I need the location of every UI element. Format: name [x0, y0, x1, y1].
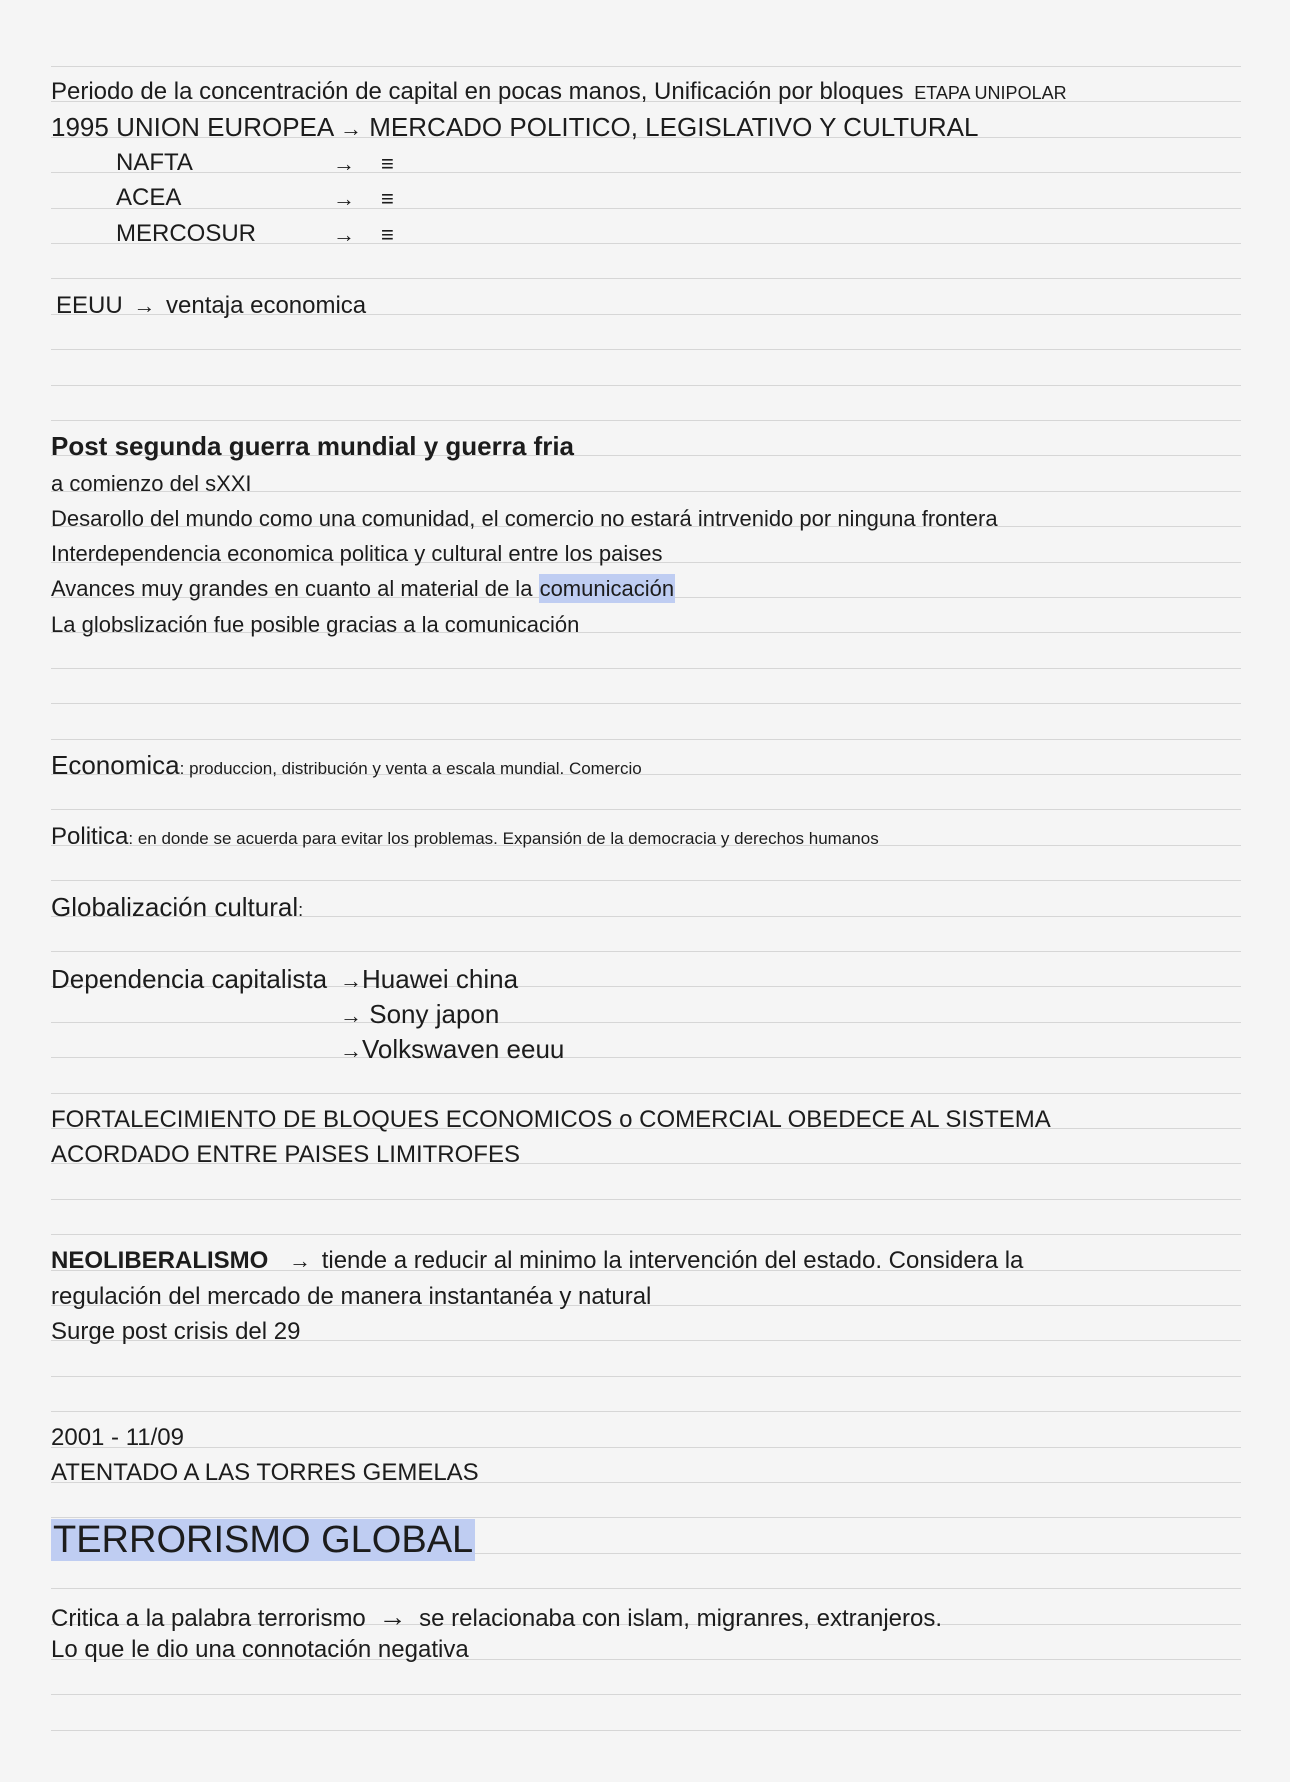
dependencia-item-1 [340, 966, 518, 992]
ruled-line [51, 385, 1241, 386]
arrow-icon: → [333, 151, 355, 176]
ruled-line [51, 1730, 1241, 1731]
terrorismo-heading [51, 1521, 475, 1559]
critica-line [51, 1603, 942, 1631]
neoliberalismo-label: NEOLIBERALISMO [51, 1247, 269, 1274]
ruled-line [51, 1447, 1241, 1448]
bloc-nafta: NAFTA [116, 149, 193, 176]
neoliberalismo-line [51, 1249, 1023, 1273]
ruled-line [51, 809, 1241, 810]
globslizacion-line: La globslización fue posible gracias a la comunicación [51, 612, 580, 637]
ruled-line [51, 1517, 1241, 1518]
eeuu-label: EEUU [56, 292, 123, 319]
etapa-unipolar-label: ETAPA UNIPOLAR [914, 83, 1067, 103]
highlighted-word: comunicación [539, 576, 675, 601]
neoliberalismo-text: tiende a reducir al minimo la intervención del estado. Considera la [321, 1247, 1024, 1274]
bloc-mercosur: MERCOSUR [116, 220, 257, 247]
ruled-line [51, 1694, 1241, 1695]
fortalecimiento-line-2: ACORDADO ENTRE PAISES LIMITROFES [51, 1141, 520, 1168]
arrow-icon: → [289, 1248, 312, 1273]
arrow-icon: → [378, 1601, 407, 1632]
equivalent-icon: ≡ [381, 186, 394, 211]
arrow-icon: → [333, 222, 355, 247]
post-line-3: Interdependencia economica politica y cultural entre los paises [51, 541, 663, 566]
post-war-heading: Post segunda guerra mundial y guerra fria [51, 431, 575, 461]
arrow-icon: → [340, 116, 363, 141]
eeuu-line [56, 294, 366, 318]
ruled-line [51, 1057, 1241, 1058]
economica-desc: : produccion, distribución y venta a escala mundial. Comercio [179, 759, 642, 778]
ruled-line [51, 420, 1241, 421]
ruled-line [51, 880, 1241, 881]
union-europea-text: UNION EUROPEA [116, 112, 333, 142]
arrow-icon: → [340, 1038, 362, 1063]
ruled-line [51, 703, 1241, 704]
ruled-line [51, 208, 1241, 209]
union-europea-line [51, 114, 979, 140]
mercado-text: MERCADO POLITICO, LEGISLATIVO Y CULTURAL [369, 112, 979, 142]
avances-line [51, 578, 675, 600]
ruled-line [51, 1234, 1241, 1235]
item-text: Sony japon [369, 999, 500, 1029]
cultural-line [51, 894, 303, 920]
politica-line [51, 825, 879, 849]
ruled-line [51, 278, 1241, 279]
item-text: Volkswaven eeuu [362, 1034, 565, 1064]
arrow-icon: → [340, 1003, 362, 1028]
critica-text: Critica a la palabra terrorismo [51, 1605, 366, 1632]
ruled-line [51, 739, 1241, 740]
ruled-line [51, 1022, 1241, 1023]
date-line: 2001 - 11/09 [51, 1424, 184, 1451]
post-line-2: Desarollo del mundo como una comunidad, el comercio no estará intrvenido por ninguna frontera [51, 506, 998, 531]
concentration-text: Periodo de la concentración de capital en pocas manos, Unificación por bloques [51, 78, 904, 105]
arrow-icon: → [340, 968, 362, 993]
ventaja-text: ventaja economica [166, 292, 367, 319]
equivalent-icon: ≡ [381, 222, 394, 247]
arrow-icon: → [333, 186, 355, 211]
post-line-1: a comienzo del sXXI [51, 471, 252, 496]
connotacion-line: Lo que le dio una connotación negativa [51, 1636, 469, 1663]
dependencia-item-3 [340, 1036, 564, 1062]
ruled-line [51, 1199, 1241, 1200]
concentration-line [51, 80, 1067, 104]
terrorismo-highlight: TERRORISMO GLOBAL [53, 1519, 474, 1561]
dependencia-label: Dependencia capitalista [51, 964, 328, 994]
neoliberalismo-line-3: Surge post crisis del 29 [51, 1318, 301, 1345]
ruled-line [51, 668, 1241, 669]
politica-label: Politica [51, 823, 129, 850]
cultural-colon: : [298, 900, 304, 920]
fortalecimiento-line-1: FORTALECIMIENTO DE BLOQUES ECONOMICOS o COMERCIAL OBEDECE AL SISTEMA [51, 1106, 1051, 1133]
cultural-label: Globalización cultural [51, 892, 299, 922]
ruled-line [51, 1093, 1241, 1094]
avances-text: Avances muy grandes en cuanto al material de la [51, 576, 533, 601]
ruled-line [51, 349, 1241, 350]
atentado-line: ATENTADO A LAS TORRES GEMELAS [51, 1459, 479, 1486]
economica-line [51, 752, 642, 778]
critica-rest: se relacionaba con islam, migranres, extranjeros. [419, 1605, 943, 1632]
bloc-acea: ACEA [116, 184, 182, 211]
year-1995: 1995 [51, 112, 109, 142]
item-text: Huawei china [362, 964, 519, 994]
politica-desc: : en donde se acuerda para evitar los problemas. Expansión de la democracia y derechos humanos [128, 829, 879, 848]
ruled-line [51, 1411, 1241, 1412]
ruled-line [51, 951, 1241, 952]
dependencia-item-2 [340, 1001, 499, 1027]
economica-label: Economica [51, 750, 180, 780]
equivalent-icon: ≡ [381, 151, 394, 176]
neoliberalismo-line-2: regulación del mercado de manera instantanéa y natural [51, 1283, 652, 1310]
ruled-line [51, 66, 1241, 67]
ruled-line [51, 1588, 1241, 1589]
arrow-icon: → [133, 293, 156, 318]
ruled-line [51, 172, 1241, 173]
ruled-line [51, 1376, 1241, 1377]
